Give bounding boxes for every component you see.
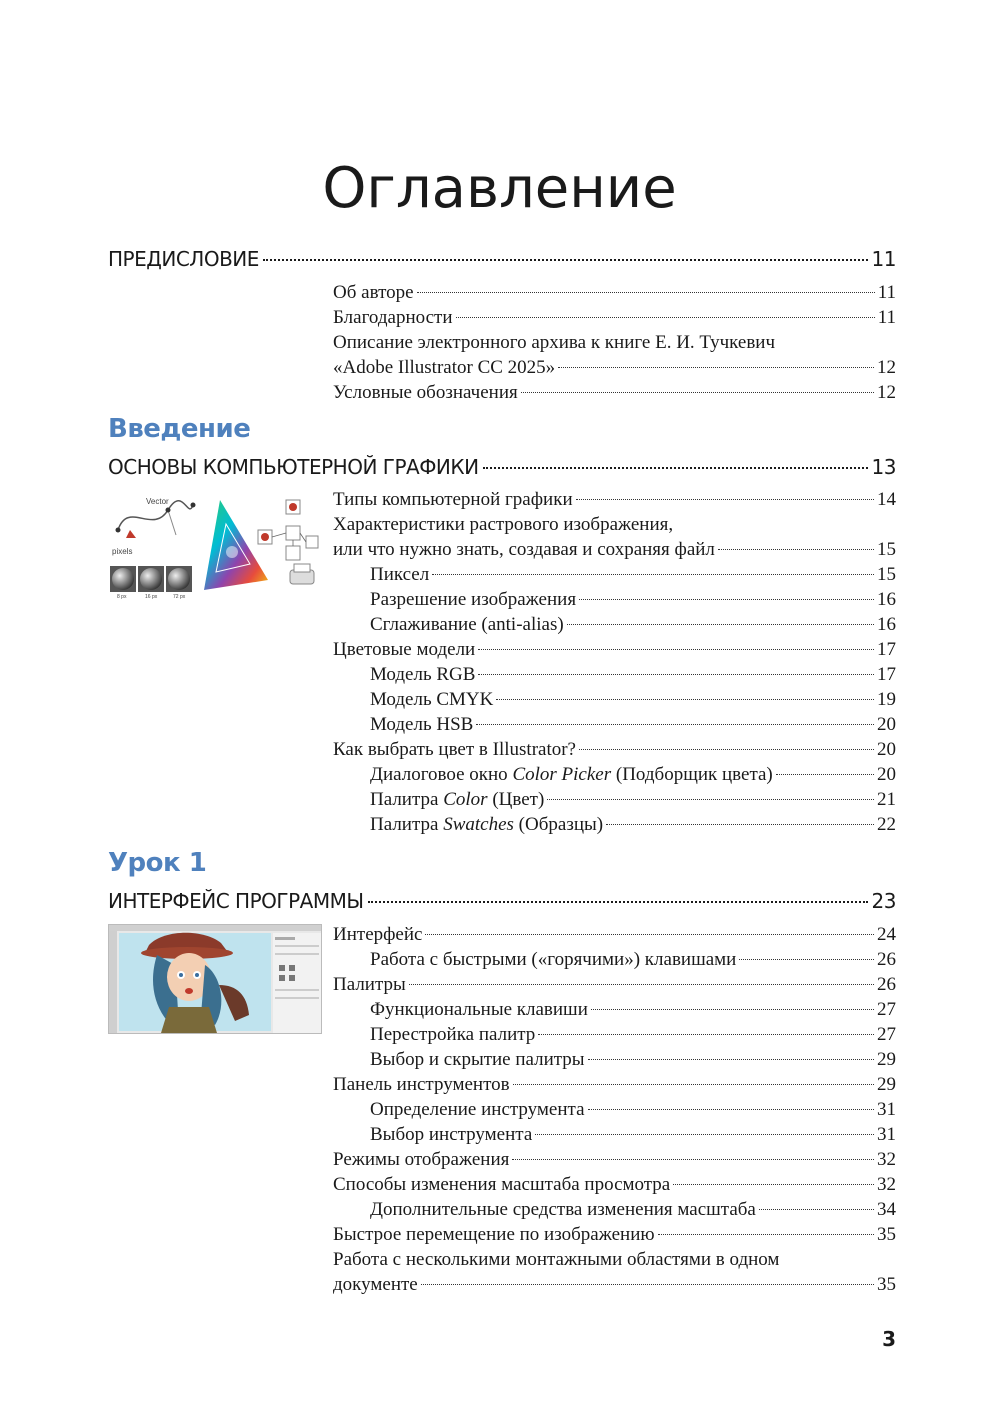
toc-entry[interactable]: Как выбрать цвет в Illustrator? 20 xyxy=(333,739,896,760)
toc-entry[interactable]: Типы компьютерной графики 14 xyxy=(333,489,896,510)
leader-dots xyxy=(483,467,868,469)
pixels-label: pixels xyxy=(112,547,133,556)
section-title-lesson1: Урок 1 xyxy=(108,848,207,878)
toc-subentry[interactable]: Диалоговое окно Color Picker (Подборщик цвета) 20 xyxy=(370,764,896,785)
toc-subentry[interactable]: Перестройка палитр 27 xyxy=(370,1024,896,1045)
section-title-intro: Введение xyxy=(108,414,251,444)
toc-entry[interactable]: Режимы отображения 32 xyxy=(333,1149,896,1170)
heading-label: ПРЕДИСЛОВИЕ xyxy=(108,247,259,271)
toc-entry[interactable]: документе 35 xyxy=(333,1274,896,1295)
toc-subentry[interactable]: Выбор и скрытие палитры 29 xyxy=(370,1049,896,1070)
page-ref: 13 xyxy=(871,455,896,479)
toc-entry[interactable]: Быстрое перемещение по изображению 35 xyxy=(333,1224,896,1245)
toc-entry[interactable]: или что нужно знать, создавая и сохраняя файл 15 xyxy=(333,539,896,560)
toc-entry[interactable]: Цветовые модели 17 xyxy=(333,639,896,660)
page-ref: 23 xyxy=(871,889,896,913)
toc-entry[interactable]: Об авторе 11 xyxy=(333,282,896,303)
toc-subentry[interactable]: Модель RGB 17 xyxy=(370,664,896,685)
heading-label: ОСНОВЫ КОМПЬЮТЕРНОЙ ГРАФИКИ xyxy=(108,455,479,479)
toc-entry[interactable]: Способы изменения масштаба просмотра 32 xyxy=(333,1174,896,1195)
svg-text:8 px: 8 px xyxy=(117,594,127,600)
toc-entry[interactable]: Палитры 26 xyxy=(333,974,896,995)
vector-label: Vector xyxy=(146,497,169,506)
toc-entry-line1[interactable]: Характеристики растрового изображения, xyxy=(333,514,674,535)
toc-entry-line1[interactable]: Описание электронного архива к книге Е. И. Тучкевич xyxy=(333,332,776,353)
toc-subentry[interactable]: Разрешение изображения 16 xyxy=(370,589,896,610)
page-title: Оглавление xyxy=(322,155,677,221)
leader-dots xyxy=(263,259,868,261)
toc-subentry[interactable]: Определение инструмента 31 xyxy=(370,1099,896,1120)
toc-entry-line1[interactable]: Работа с несколькими монтажными областями в одном xyxy=(333,1249,780,1270)
toc-subentry[interactable]: Пиксел 15 xyxy=(370,564,896,585)
leader-dots xyxy=(368,901,868,903)
toc-subentry[interactable]: Палитра Color (Цвет) 21 xyxy=(370,789,896,810)
graphics-illustration xyxy=(108,490,320,600)
page-ref: 11 xyxy=(871,247,896,271)
heading-label: ИНТЕРФЕЙС ПРОГРАММЫ xyxy=(108,889,364,913)
toc-entry[interactable]: «Adobe Illustrator CC 2025» 12 xyxy=(333,357,896,378)
toc-heading-interface[interactable] xyxy=(108,889,896,915)
svg-text:16 px: 16 px xyxy=(145,594,158,600)
page-number: 3 xyxy=(882,1327,896,1351)
toc-subentry[interactable]: Сглаживание (anti-alias) 16 xyxy=(370,614,896,635)
svg-text:72 px: 72 px xyxy=(173,594,186,600)
toc-entry[interactable]: Панель инструментов 29 xyxy=(333,1074,896,1095)
toc-heading-basics[interactable] xyxy=(108,455,896,481)
toc-subentry[interactable]: Дополнительные средства изменения масштаба 34 xyxy=(370,1199,896,1220)
toc-subentry[interactable]: Функциональные клавиши 27 xyxy=(370,999,896,1020)
toc-subentry[interactable]: Работа с быстрыми («горячими») клавишами 26 xyxy=(370,949,896,970)
toc-subentry[interactable]: Модель HSB 20 xyxy=(370,714,896,735)
toc-subentry[interactable]: Модель CMYK 19 xyxy=(370,689,896,710)
toc-entry[interactable]: Условные обозначения 12 xyxy=(333,382,896,403)
toc-subentry[interactable]: Выбор инструмента 31 xyxy=(370,1124,896,1145)
interface-screenshot xyxy=(108,924,322,1034)
toc-entry[interactable]: Благодарности 11 xyxy=(333,307,896,328)
toc-heading-preface[interactable] xyxy=(108,247,896,273)
toc-subentry[interactable]: Палитра Swatches (Образцы) 22 xyxy=(370,814,896,835)
toc-entry[interactable]: Интерфейс 24 xyxy=(333,924,896,945)
